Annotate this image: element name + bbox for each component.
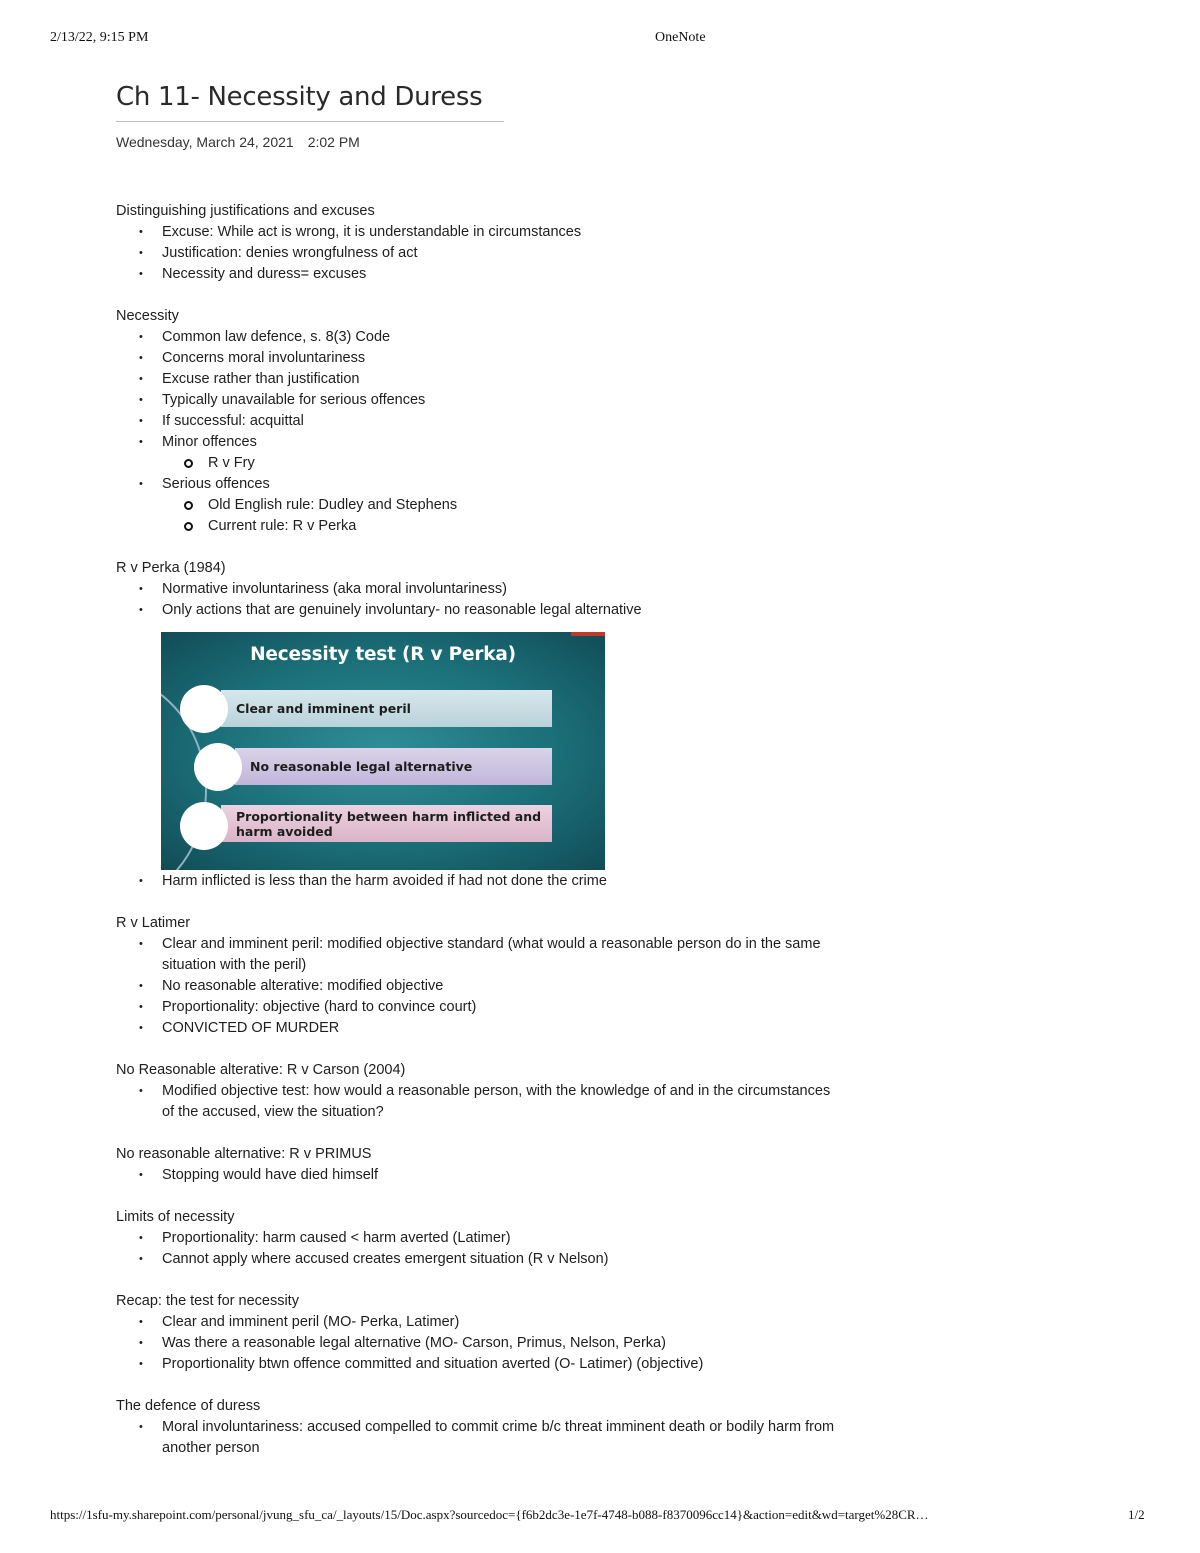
- section-heading: Limits of necessity: [116, 1209, 235, 1225]
- section-heading: The defence of duress: [116, 1398, 261, 1414]
- section-heading: No reasonable alternative: R v PRIMUS: [116, 1146, 372, 1162]
- step-circle-icon: [180, 685, 228, 733]
- list-item: • Concerns moral involuntariness: [116, 348, 976, 369]
- necessity-test-slide-image: [161, 632, 605, 870]
- section-duress: [116, 1396, 976, 1459]
- bullet-list: [116, 1312, 976, 1375]
- section-limits: [116, 1207, 976, 1270]
- page-date-time: 2:02 PM: [307, 134, 360, 150]
- list-item: • Proportionality btwn offence committed and situation averted (O- Latimer) (objective): [116, 1354, 976, 1375]
- section-heading: Distinguishing justifications and excuses: [116, 203, 375, 219]
- section-heading: R v Latimer: [116, 915, 191, 931]
- section-heading: R v Perka (1984): [116, 560, 226, 576]
- list-item: • Modified objective test: how would a reasonable person, with the knowledge of and in the circumstances of the accused, view the situation?: [116, 1081, 976, 1123]
- list-item: • Proportionality: objective (hard to convince court): [116, 997, 976, 1018]
- section-perka: [116, 558, 976, 892]
- section-heading: Necessity: [116, 308, 179, 324]
- step-circle-icon: [194, 743, 242, 791]
- list-item: • Serious offences: [116, 474, 976, 495]
- list-item: • Justification: denies wrongfulness of act: [116, 243, 976, 264]
- sub-list-item: Old English rule: Dudley and Stephens: [116, 495, 976, 516]
- list-item: • Common law defence, s. 8(3) Code: [116, 327, 976, 348]
- section-justifications: [116, 201, 976, 285]
- list-item: • Proportionality: harm caused < harm averted (Latimer): [116, 1228, 976, 1249]
- bullet-list: [116, 327, 976, 537]
- note-content: [116, 201, 976, 1480]
- print-footer-page-number: 1/2: [1128, 1507, 1145, 1522]
- list-item: • If successful: acquittal: [116, 411, 976, 432]
- section-necessity: [116, 306, 976, 537]
- print-header-datetime: 2/13/22, 9:15 PM: [50, 30, 149, 45]
- slide-accent-bar: [571, 632, 605, 636]
- section-primus: [116, 1144, 976, 1186]
- bullet-list: [116, 1228, 976, 1270]
- list-item: • Was there a reasonable legal alternative (MO- Carson, Primus, Nelson, Perka): [116, 1333, 976, 1354]
- list-item: • Excuse: While act is wrong, it is understandable in circumstances: [116, 222, 976, 243]
- list-item: • Cannot apply where accused creates emergent situation (R v Nelson): [116, 1249, 976, 1270]
- step-circle-icon: [180, 802, 228, 850]
- bullet-list: [116, 871, 976, 892]
- section-latimer: [116, 913, 976, 1039]
- list-item: • Typically unavailable for serious offences: [116, 390, 976, 411]
- list-item: • Moral involuntariness: accused compelled to commit crime b/c threat imminent death or bodily harm from another person: [116, 1417, 976, 1459]
- slide-title: Necessity test (R v Perka): [250, 644, 516, 665]
- bullet-list: [116, 934, 976, 1039]
- bullet-list: [116, 222, 976, 285]
- print-header-app: OneNote: [655, 30, 706, 45]
- section-recap: [116, 1291, 976, 1375]
- section-heading: No Reasonable alterative: R v Carson (2004): [116, 1062, 406, 1078]
- page-date: [116, 134, 360, 150]
- list-item: • Normative involuntariness (aka moral involuntariness): [116, 579, 976, 600]
- title-divider: [116, 121, 504, 122]
- list-item: • Clear and imminent peril: modified objective standard (what would a reasonable person do in the same situation with the peril): [116, 934, 976, 976]
- sub-list-item: Current rule: R v Perka: [116, 516, 976, 537]
- list-item: • CONVICTED OF MURDER: [116, 1018, 976, 1039]
- list-item: • Stopping would have died himself: [116, 1165, 976, 1186]
- list-item: • Minor offences: [116, 432, 976, 453]
- section-heading: Recap: the test for necessity: [116, 1293, 299, 1309]
- print-footer-url: https://1sfu-my.sharepoint.com/personal/jvung_sfu_ca/_layouts/15/Doc.aspx?sourcedoc={f6b2dc3e-1e7f-4748-b088-f8370096cc14}&action=edit&wd=target%28CR…: [50, 1507, 929, 1522]
- sub-list-item: R v Fry: [116, 453, 976, 474]
- list-item: • Clear and imminent peril (MO- Perka, Latimer): [116, 1312, 976, 1333]
- bullet-list: [116, 1165, 976, 1186]
- list-item: • No reasonable alterative: modified objective: [116, 976, 976, 997]
- slide-step-3: Proportionality between harm inflicted and harm avoided: [221, 805, 552, 842]
- page-title: Ch 11- Necessity and Duress: [116, 82, 483, 112]
- slide-step-1: Clear and imminent peril: [221, 690, 552, 727]
- bullet-list: [116, 579, 976, 621]
- list-item: • Harm inflicted is less than the harm avoided if had not done the crime: [116, 871, 976, 892]
- bullet-list: [116, 1081, 976, 1123]
- bullet-list: [116, 1417, 976, 1459]
- list-item: • Only actions that are genuinely involuntary- no reasonable legal alternative: [116, 600, 976, 621]
- list-item: • Excuse rather than justification: [116, 369, 976, 390]
- section-carson: [116, 1060, 976, 1123]
- slide-step-2: No reasonable legal alternative: [235, 748, 552, 785]
- page-date-day: Wednesday, March 24, 2021: [116, 134, 294, 150]
- list-item: • Necessity and duress= excuses: [116, 264, 976, 285]
